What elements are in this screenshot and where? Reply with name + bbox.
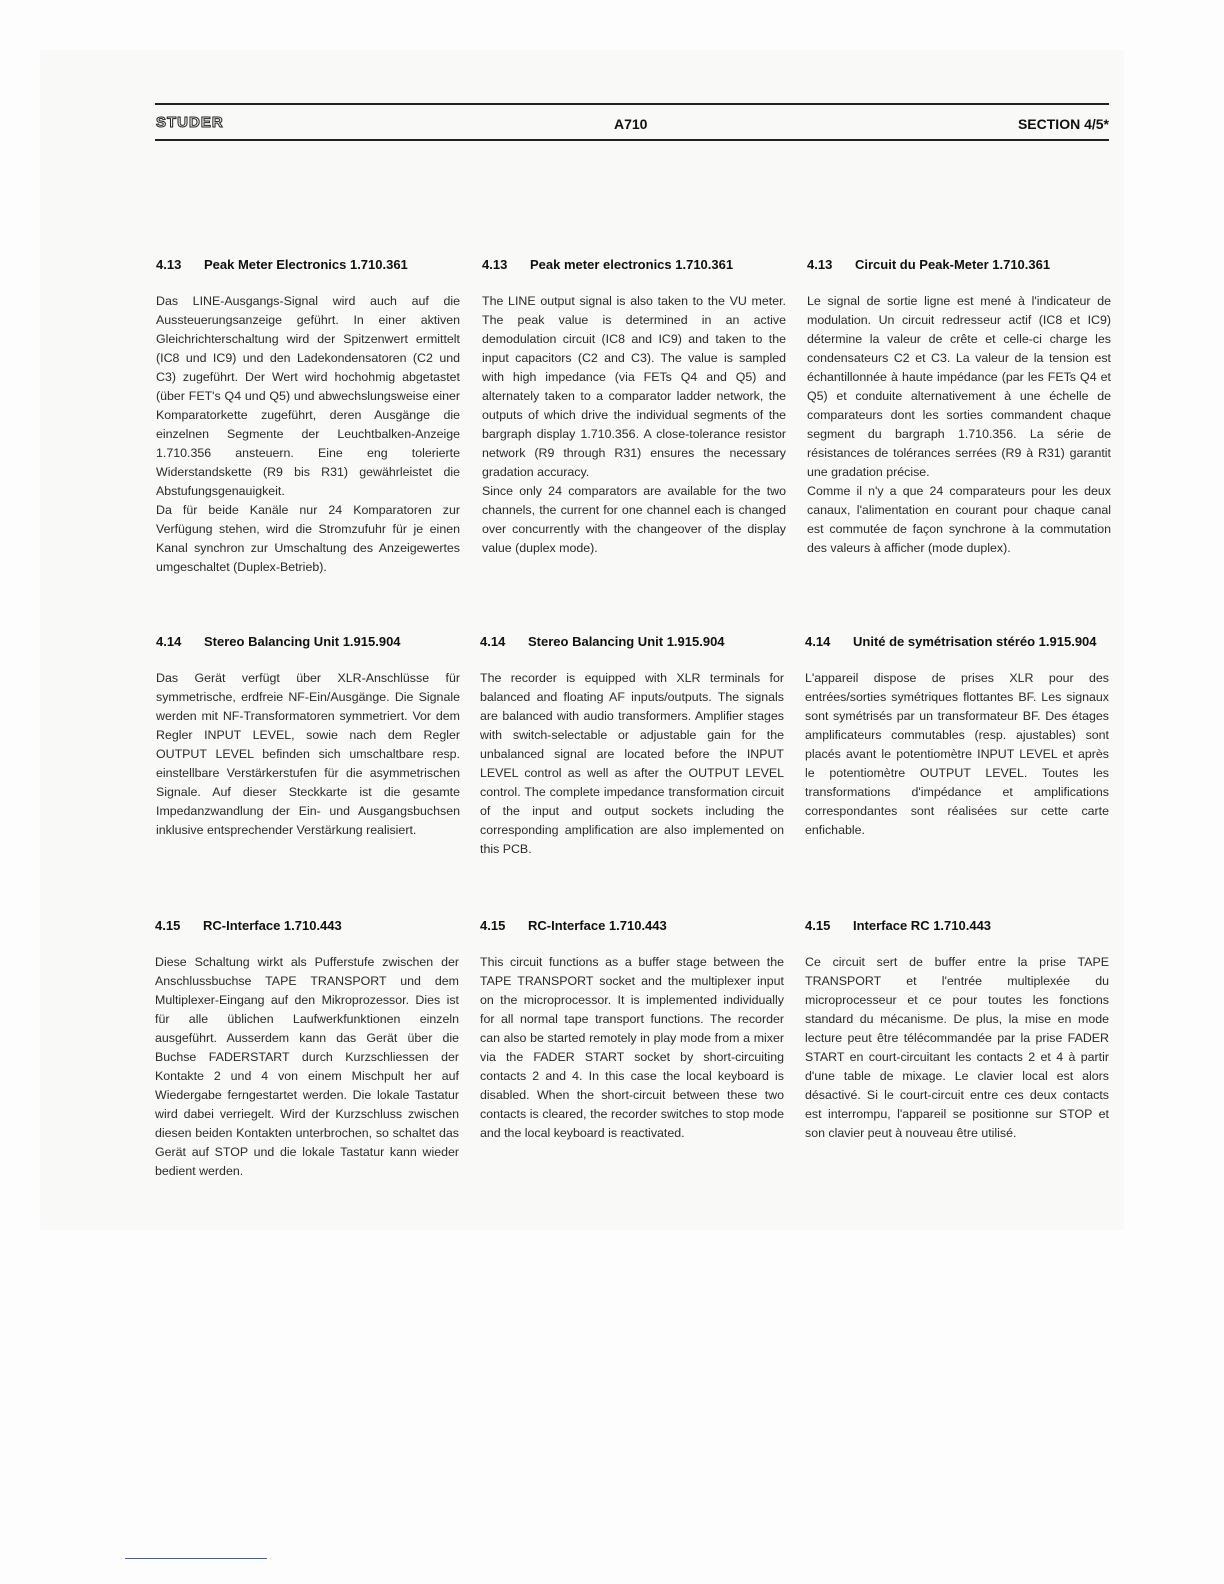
section-number: 4.13 <box>807 257 833 272</box>
section-4-13-english <box>482 257 786 558</box>
section-heading <box>805 918 1109 933</box>
section-number: 4.14 <box>805 634 831 649</box>
section-title: Unité de symétrisation stéréo 1.915.904 <box>853 634 1097 649</box>
section-title: Interface RC 1.710.443 <box>853 918 992 933</box>
section-heading <box>155 918 459 933</box>
section-4-15-english <box>480 918 784 1143</box>
section-heading <box>156 257 460 272</box>
body-paragraph: Ce circuit sert de buffer entre la prise TAPE TRANSPORT et l'entrée multiplexée du microprocesseur et ce pour toutes les fonctions standard du mécanisme. De plus, la mise en mode lecture peut être télécommandée par la prise FADER START en court-circuitant les contacts 2 et 4 à partir d'une table de mixage. Le clavier local est alors désactivé. Si le court-circuit entre ces deux contacts est interrompu, l'appareil se positionne sur STOP et son clavier peut à nouveau être utilisé. <box>805 955 1109 1140</box>
body-paragraph: Le signal de sortie ligne est mené à l'indicateur de modulation. Un circuit redresseur actif (IC8 et IC9) détermine la valeur de crête et celle-ci charge les condensateurs C2 et C3. La valeur de la tension est échantillonnée à haute impédance (par les FETs Q4 et Q5) et conduite alternativement à une échelle de comparateurs dont les sorties commandent chaque segment du bargraph 1.710.356. La série de résistances de tolérances serrées (R9 à R31) garantit une gradation précise. <box>807 294 1111 479</box>
section-heading <box>480 918 784 933</box>
header-top-rule <box>155 103 1109 105</box>
section-number: 4.15 <box>480 918 506 933</box>
section-4-15-german <box>155 918 459 1181</box>
section-heading <box>156 634 460 649</box>
section-number: 4.14 <box>480 634 506 649</box>
body-paragraph: Das Gerät verfügt über XLR-Anschlüsse für symmetrische, erdfreie NF-Ein/Ausgänge. Die Signale werden mit NF-Transformatoren symmetriert. Vor dem Regler INPUT LEVEL, sowie nach dem Regler OUTPUT LEVEL befinden sich umschaltbare resp. einstellbare Verstärkerstufen für die asymmetrischen Signale. Auf dieser Steckkarte ist die gesamte Impedanzwandlung der Ein- und Ausgangsbuchsen inklusive entsprechender Verstärkung realisiert. <box>156 671 460 837</box>
section-heading <box>480 634 784 649</box>
section-4-13-german <box>156 257 460 577</box>
body-paragraph: Da für beide Kanäle nur 24 Komparatoren zur Verfügung stehen, wird die Stromzufuhr für je einen Kanal synchron zur Umschaltung des Anzeigewertes umgeschaltet (Duplex-Betrieb). <box>156 503 460 574</box>
body-paragraph: The LINE output signal is also taken to the VU meter. The peak value is determined in an active demodulation circuit (IC8 and IC9) and taken to the input capacitors (C2 and C3). The value is sampled with high impedance (via FETs Q4 and Q5) and alternately taken to a comparator ladder network, the outputs of which drive the individual segments of the bargraph display 1.710.356. A close-tolerance resistor network (R9 through R31) ensures the necessary gradation accuracy. <box>482 294 786 479</box>
body-paragraph: L'appareil dispose de prises XLR pour des entrées/sorties symétriques flottantes BF. Les signaux sont symétrisés par un transformateur BF. Des étages amplificateurs commutables (resp. ajustables) sont placés avant le potentiomètre INPUT LEVEL et après le potentiomètre OUTPUT LEVEL. Toutes les transformations d'impédance et amplifications correspondantes sont réalisées sur cette carte enfichable. <box>805 671 1109 837</box>
body-paragraph: Since only 24 comparators are available for the two channels, the current for one channel each is changed over concurrently with the changeover of the display value (duplex mode). <box>482 484 786 555</box>
section-number: 4.13 <box>156 257 182 272</box>
body-paragraph: Das LINE-Ausgangs-Signal wird auch auf die Aussteuerungsanzeige geführt. In einer aktiven Gleichrichterschaltung wird der Spitzenwert ermittelt (IC8 und IC9) und den Ladekondensatoren (C2 und C3) zugeführt. Der Wert wird hochohmig abgetastet (über FET's Q4 und Q5) und abwechslungsweise einer Komparatorkette zugeführt, deren Ausgänge die einzelnen Segmente der Leuchtbalken-Anzeige 1.710.356 ansteuern. Eine eng tolerierte Widerstandskette (R9 bis R31) gewährleistet die Abstufungsgenauigkeit. <box>156 294 460 498</box>
section-4-15-french <box>805 918 1109 1143</box>
section-number: 4.15 <box>805 918 831 933</box>
section-title: Peak Meter Electronics 1.710.361 <box>204 257 408 272</box>
section-number: 4.14 <box>156 634 182 649</box>
section-title: Stereo Balancing Unit 1.915.904 <box>204 634 401 649</box>
section-label: SECTION 4/5* <box>1017 116 1109 132</box>
section-number: 4.15 <box>155 918 181 933</box>
body-paragraph: Comme il n'y a que 24 comparateurs pour les deux canaux, l'alimentation en courant pour chaque canal est commutée de façon synchrone à la commutation des valeurs à afficher (mode duplex). <box>807 484 1111 555</box>
body-paragraph: The recorder is equipped with XLR terminals for balanced and floating AF inputs/outputs. The signals are balanced with audio transformers. Amplifier stages with switch-selectable or adjustable gain for the unbalanced signal are located before the INPUT LEVEL control as well as after the OUTPUT LEVEL control. The complete impedance transformation circuit of the input and output sockets including the corresponding amplification are also implemented on this PCB. <box>480 671 784 856</box>
section-title: Circuit du Peak-Meter 1.710.361 <box>855 257 1051 272</box>
body-paragraph: This circuit functions as a buffer stage between the TAPE TRANSPORT socket and the multiplexer input on the microprocessor. It is implemented individually for all normal tape transport functions. The recorder can also be started remotely in play mode from a mixer via the FADER START socket by short-circuiting contacts 2 and 4. In this case the local keyboard is disabled. When the short-circuit between these two contacts is cleared, the recorder switches to stop mode and the local keyboard is reactivated. <box>480 955 784 1140</box>
footer-link-underline <box>125 1558 267 1559</box>
section-4-14-english <box>480 634 784 859</box>
model-label: A710 <box>614 116 648 132</box>
section-title: RC-Interface 1.710.443 <box>528 918 667 933</box>
section-4-14-german <box>156 634 460 840</box>
section-heading <box>805 634 1109 649</box>
section-4-13-french <box>807 257 1111 558</box>
section-title: Stereo Balancing Unit 1.915.904 <box>528 634 725 649</box>
section-title: Peak meter electronics 1.710.361 <box>530 257 734 272</box>
studer-logo: STUDER <box>156 114 224 131</box>
section-heading <box>482 257 786 272</box>
section-heading <box>807 257 1111 272</box>
section-title: RC-Interface 1.710.443 <box>203 918 342 933</box>
header-bottom-rule <box>155 139 1109 141</box>
body-paragraph: Diese Schaltung wirkt als Pufferstufe zwischen der Anschlussbuchse TAPE TRANSPORT und dem Multiplexer-Eingang auf den Mikroprozessor. Dies ist für alle üblichen Laufwerkfunktionen einzeln ausgeführt. Ausserdem kann das Gerät über die Buchse FADERSTART durch Kurzschliessen der Kontakte 2 und 4 von einem Mischpult her auf Wiedergabe ferngestartet werden. Die lokale Tastatur wird dabei verriegelt. Wird der Kurzschluss zwischen diesen beiden Kontakten unterbrochen, so schaltet das Gerät auf STOP und die lokale Tastatur kann wieder bedient werden. <box>155 955 459 1178</box>
section-number: 4.13 <box>482 257 508 272</box>
section-4-14-french <box>805 634 1109 840</box>
